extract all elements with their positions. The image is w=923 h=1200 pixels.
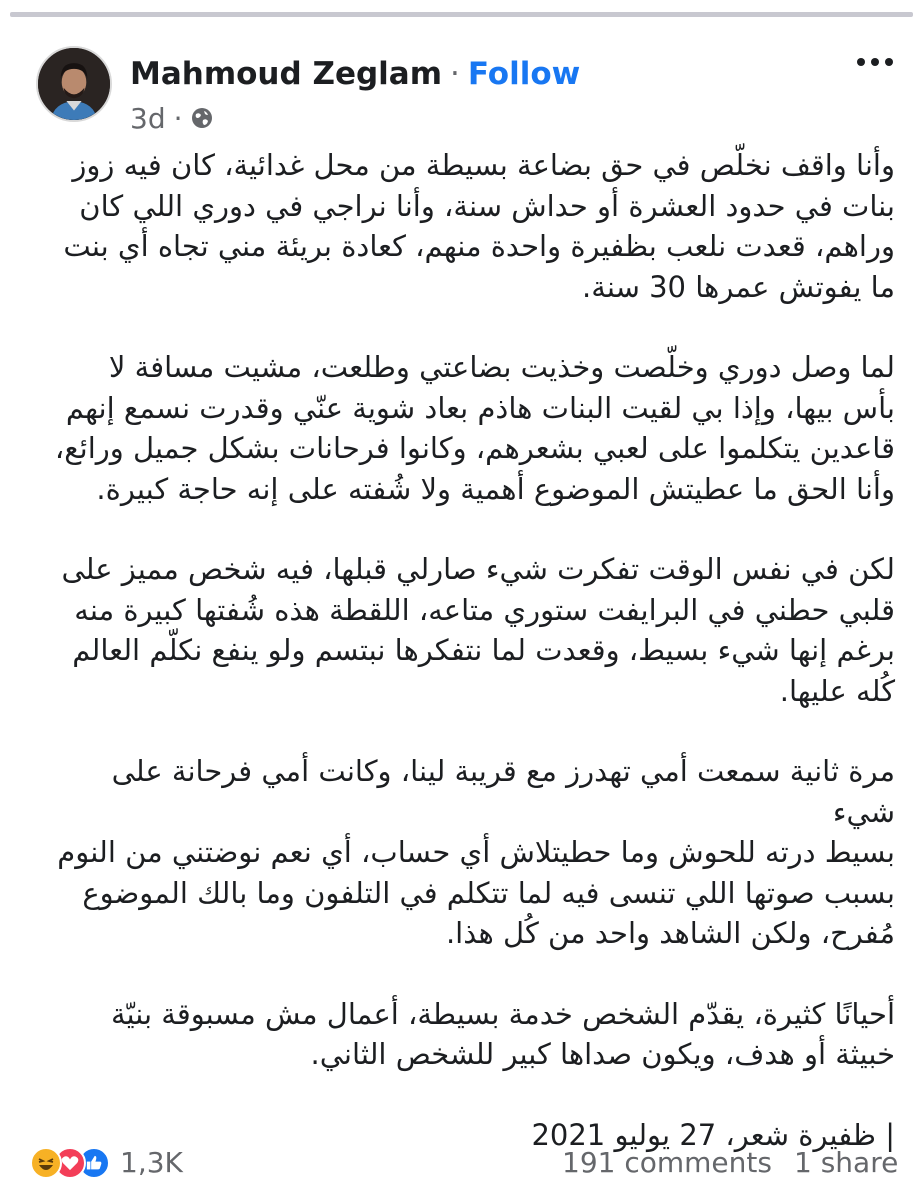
post-footer bbox=[0, 1140, 923, 1190]
top-divider bbox=[10, 12, 913, 17]
globe-icon[interactable] bbox=[191, 107, 213, 129]
reaction-count[interactable]: 1,3K bbox=[120, 1146, 183, 1179]
post-timestamp[interactable]: 3d bbox=[130, 101, 166, 135]
author-name[interactable]: Mahmoud Zeglam bbox=[130, 56, 443, 92]
reactions-summary[interactable] bbox=[30, 1146, 183, 1179]
author-line bbox=[130, 52, 580, 96]
more-dot-icon bbox=[885, 58, 893, 66]
post-meta bbox=[130, 100, 213, 136]
post-paragraph: لما وصل دوري وخلّصت وخذيت بضاعتي وطلعت، مشيت مسافة لا بأس بيها، وإذا بي لقيت البنات هاذم بعاد شوية عنّي وقدرت نسمع إنهم قاعدين يتكلموا على لعبي بشعرهم، وكانوا فرحانات بشكل جميل ورائع، وأنا الحق ما عطيتش الموضوع أهمية ولا شُفته على إنه حاجة كبيرة. bbox=[54, 350, 895, 506]
separator-dot: · bbox=[450, 56, 460, 92]
meta-separator-dot: · bbox=[173, 101, 183, 135]
more-dot-icon bbox=[871, 58, 879, 66]
post-paragraph: أحيانًا كثيرة، يقدّم الشخص خدمة بسيطة، أعمال مش مسبوقة بنيّة خبيثة أو هدف، ويكون صداها كبير للشخص الثاني. bbox=[110, 996, 895, 1071]
post-paragraph: مرة ثانية سمعت أمي تهدرز مع قريبة لينا، وكانت أمي فرحانة على شيء بسيط درته للحوش وما حطيتلاش أي حساب، أي نعم نوضتني من النوم بسبب صوتها اللي تنسى فيه لما تتكلم في التلفون وما بالك الموضوع مُفرح، ولكن الشاهد واحد من كُل هذا. bbox=[57, 754, 895, 950]
haha-icon bbox=[30, 1147, 62, 1179]
post-paragraph: لكن في نفس الوقت تفكرت شيء صارلي قبلها، فيه شخص مميز على قلبي حطني في البرايفت ستوري متاعه، اللقطة هذه شُفتها كبيرة منه برغم إنها شيء بسيط، وقعدت لما نتفكرها نبتسم ولو ينفع نكلّم العالم كُله عليها. bbox=[61, 552, 895, 708]
comments-count[interactable]: 191 comments bbox=[562, 1146, 772, 1179]
post-body bbox=[48, 145, 895, 1195]
avatar[interactable] bbox=[36, 46, 112, 122]
avatar-portrait-icon bbox=[38, 48, 110, 120]
shares-count[interactable]: 1 share bbox=[794, 1146, 899, 1179]
more-options-button[interactable] bbox=[857, 58, 893, 66]
more-dot-icon bbox=[857, 58, 865, 66]
post-signature: | ظفيرة شعر، 27 يوليو 2021 bbox=[531, 1117, 895, 1152]
post-paragraph: وأنا واقف نخلّص في حق بضاعة بسيطة من محل غدائية، كان فيه زوز بنات في حدود العشرة أو حداش سنة، وأنا نراجي في دوري اللي كان وراهم، قعدت نلعب بظفيرة واحدة منهم، كعادة بريئة مني تجاه أي بنت ما يفوتش عمرها 30 سنة. bbox=[63, 148, 895, 304]
follow-button[interactable]: Follow bbox=[467, 56, 581, 92]
top-bar bbox=[0, 0, 923, 18]
